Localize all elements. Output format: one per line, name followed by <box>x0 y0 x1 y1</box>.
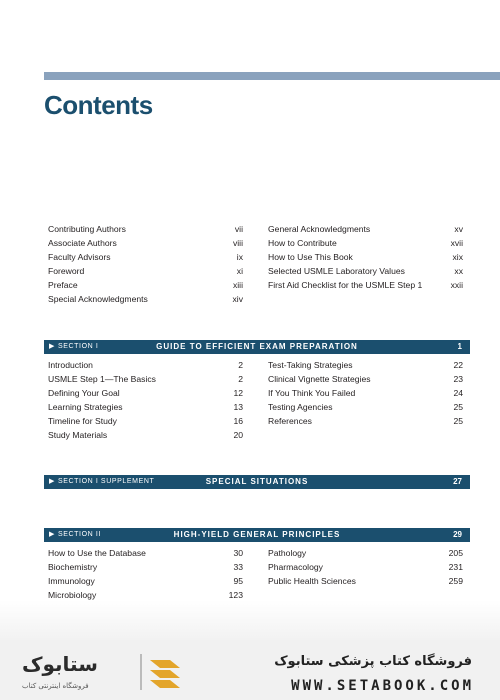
page-title: Contents <box>44 90 153 120</box>
footer-fade <box>0 600 500 640</box>
toc-label: First Aid Checklist for the USMLE Step 1 <box>268 280 423 290</box>
toc-entry[interactable] <box>48 414 243 428</box>
toc-entry[interactable] <box>48 428 243 442</box>
toc-label: If You Think You Failed <box>268 388 356 398</box>
toc-page: 12 <box>233 388 243 398</box>
toc-label: Defining Your Goal <box>48 388 120 398</box>
toc-label: How to Use the Database <box>48 548 146 558</box>
toc-entry[interactable] <box>268 358 463 372</box>
toc-page: 25 <box>453 402 463 412</box>
toc-entry[interactable] <box>268 400 463 414</box>
section-1-right <box>268 358 463 428</box>
toc-label: References <box>268 416 312 426</box>
section-label: SECTION I SUPPLEMENT <box>57 478 155 485</box>
section-page: 1 <box>457 342 462 351</box>
section-header-bar[interactable] <box>44 340 470 354</box>
toc-page: 33 <box>233 562 243 572</box>
toc-entry[interactable] <box>48 278 243 292</box>
toc-page: 123 <box>228 590 243 600</box>
toc-page: 231 <box>448 562 463 572</box>
toc-entry[interactable] <box>268 546 463 560</box>
toc-page: xi <box>236 266 243 276</box>
toc-label: Clinical Vignette Strategies <box>268 374 371 384</box>
toc-entry[interactable] <box>268 414 463 428</box>
section-label: SECTION II <box>57 531 101 538</box>
toc-page: viii <box>232 238 243 248</box>
front-matter-right <box>268 222 463 292</box>
shop-logo-icon <box>140 654 186 690</box>
toc-page: 30 <box>233 548 243 558</box>
section-header-bar[interactable] <box>44 475 470 489</box>
toc-entry[interactable] <box>48 358 243 372</box>
toc-entry[interactable] <box>268 574 463 588</box>
footer-banner <box>0 640 500 700</box>
toc-entry[interactable] <box>48 372 243 386</box>
toc-entry[interactable] <box>48 400 243 414</box>
toc-label: Introduction <box>48 360 93 370</box>
toc-entry[interactable] <box>268 278 463 292</box>
toc-label: Study Materials <box>48 430 108 440</box>
toc-page: 259 <box>448 576 463 586</box>
toc-entry[interactable] <box>48 222 243 236</box>
toc-page: xiii <box>232 280 243 290</box>
header-rule <box>44 72 500 80</box>
toc-entry[interactable] <box>48 546 243 560</box>
toc-entry[interactable] <box>48 574 243 588</box>
toc-entry[interactable] <box>268 560 463 574</box>
toc-label: How to Contribute <box>268 238 337 248</box>
triangle-right-icon: ▶ <box>49 343 55 350</box>
toc-label: Contributing Authors <box>48 224 126 234</box>
toc-entry[interactable] <box>268 250 463 264</box>
section-header-bar[interactable] <box>44 528 470 542</box>
toc-page: 205 <box>448 548 463 558</box>
toc-entry[interactable] <box>268 264 463 278</box>
toc-page: xx <box>454 266 463 276</box>
toc-label: Selected USMLE Laboratory Values <box>268 266 405 276</box>
section-2-right <box>268 546 463 588</box>
toc-page: 20 <box>233 430 243 440</box>
toc-page: 2 <box>238 374 243 384</box>
section-2-left <box>48 546 243 602</box>
front-matter-left <box>48 222 243 306</box>
toc-entry[interactable] <box>48 386 243 400</box>
toc-label: Test-Taking Strategies <box>268 360 353 370</box>
toc-entry[interactable] <box>268 222 463 236</box>
section-label: SECTION I <box>57 343 99 350</box>
toc-label: Immunology <box>48 576 95 586</box>
toc-label: Preface <box>48 280 78 290</box>
triangle-right-icon: ▶ <box>49 531 55 538</box>
toc-entry[interactable] <box>268 386 463 400</box>
toc-label: Foreword <box>48 266 85 276</box>
toc-entry[interactable] <box>268 236 463 250</box>
toc-entry[interactable] <box>48 560 243 574</box>
shop-name: فروشگاه کتاب پزشکی ستابوک <box>274 654 472 669</box>
toc-label: How to Use This Book <box>268 252 353 262</box>
toc-page: xiv <box>232 294 243 304</box>
section-page: 27 <box>453 477 462 486</box>
toc-page: 23 <box>453 374 463 384</box>
toc-label: Learning Strategies <box>48 402 123 412</box>
shop-logo-subtitle: فروشگاه اینترنتی کتاب <box>22 682 89 690</box>
shop-logo-text: ستابوک <box>22 652 98 676</box>
toc-label: Testing Agencies <box>268 402 333 412</box>
triangle-right-icon: ▶ <box>49 478 55 485</box>
toc-page: 16 <box>233 416 243 426</box>
toc-page: 13 <box>233 402 243 412</box>
toc-label: General Acknowledgments <box>268 224 371 234</box>
toc-page: 24 <box>453 388 463 398</box>
toc-entry[interactable] <box>48 292 243 306</box>
section-page: 29 <box>453 530 462 539</box>
toc-page: 95 <box>233 576 243 586</box>
toc-entry[interactable] <box>48 236 243 250</box>
toc-label: Public Health Sciences <box>268 576 356 586</box>
toc-page: 2 <box>238 360 243 370</box>
toc-label: Faculty Advisors <box>48 252 111 262</box>
toc-label: USMLE Step 1—The Basics <box>48 374 156 384</box>
toc-page: 25 <box>453 416 463 426</box>
toc-page: xv <box>454 224 463 234</box>
toc-label: Biochemistry <box>48 562 98 572</box>
toc-label: Special Acknowledgments <box>48 294 148 304</box>
toc-page: 22 <box>453 360 463 370</box>
toc-entry[interactable] <box>48 250 243 264</box>
toc-label: Associate Authors <box>48 238 117 248</box>
toc-label: Pharmacology <box>268 562 323 572</box>
toc-entry[interactable] <box>268 372 463 386</box>
toc-page: xxii <box>450 280 463 290</box>
shop-url[interactable]: WWW.SETABOOK.COM <box>291 678 474 694</box>
toc-label: Pathology <box>268 548 307 558</box>
section-name: HIGH-YIELD GENERAL PRINCIPLES <box>173 530 341 539</box>
toc-label: Microbiology <box>48 590 97 600</box>
section-name: SPECIAL SITUATIONS <box>205 477 309 486</box>
toc-page: xix <box>452 252 463 262</box>
toc-page: vii <box>234 224 243 234</box>
toc-label: Timeline for Study <box>48 416 117 426</box>
section-1-left <box>48 358 243 442</box>
toc-page: ix <box>236 252 243 262</box>
toc-page: xvii <box>450 238 463 248</box>
section-name: GUIDE TO EFFICIENT EXAM PREPARATION <box>156 342 358 351</box>
toc-entry[interactable] <box>48 264 243 278</box>
